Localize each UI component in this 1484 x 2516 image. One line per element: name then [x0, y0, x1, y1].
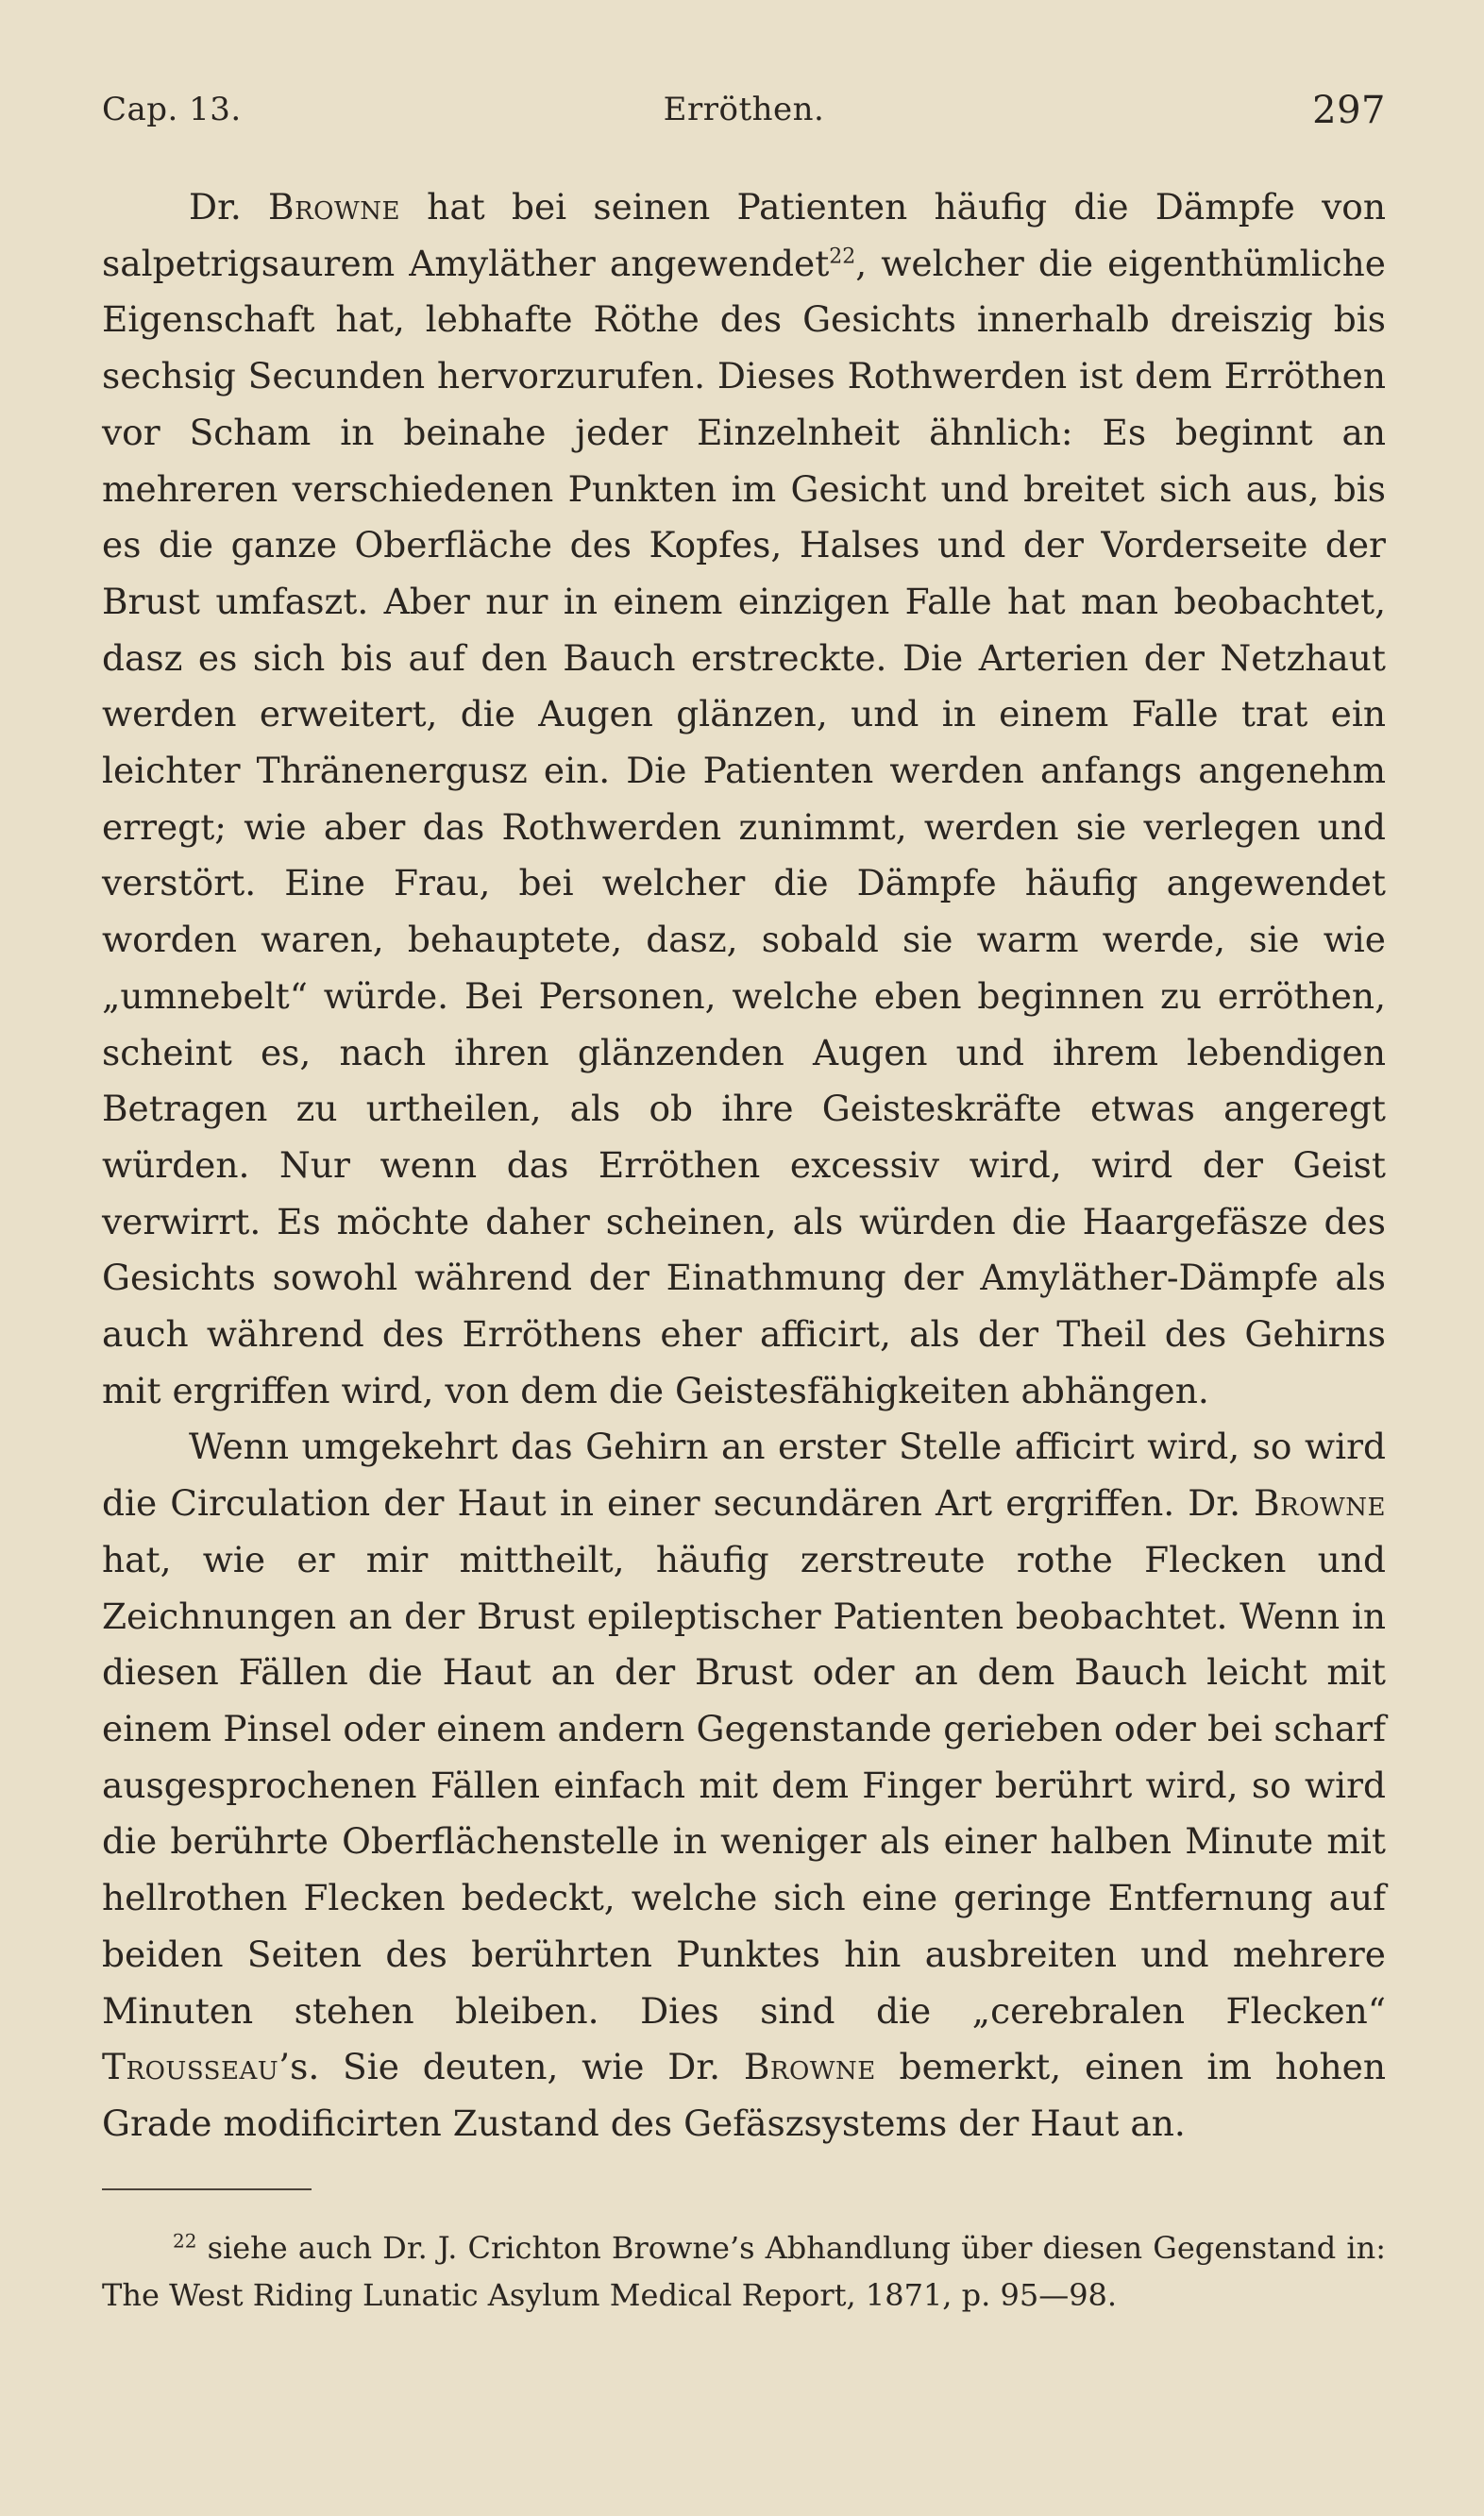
- page-number: 297: [1312, 89, 1386, 132]
- p2-text-1: Wenn umgekehrt das Gehirn an erster Stelle afficirt wird, so wird die Circulation der Haut in einer secundären Art ergriffen. Dr.: [102, 1426, 1386, 1525]
- chapter-label: Cap. 13.: [102, 91, 242, 128]
- footnote-text: siehe auch Dr. J. Crichton Browne’s Abhandlung über diesen Gegenstand in: The West Riding Lunatic Asylum Medical Report, 1871, p. 95—98.: [102, 2230, 1386, 2313]
- footnote-number: 22: [173, 2229, 197, 2253]
- running-header: [102, 91, 1386, 147]
- author-name-trousseau: Trousseau: [102, 2046, 279, 2088]
- footnote-divider: [102, 2188, 312, 2190]
- p1-text-3: , welcher die eigenthümliche Eigenschaft hat, lebhafte Röthe des Gesichts innerhalb dreiszig bis sechsig Secunden hervorzurufen. Dieses Rothwerden ist dem Erröthen vor Scham in beinahe jeder Einzelnheit ähnlich: Es beginnt an mehreren verschiedenen Punkten im Gesicht und breitet sich aus, bis es die ganze Oberfläche des Kopfes, Halses und der Vorderseite der Brust umfaszt. Aber nur in einem einzigen Falle hat man beobachtet, dasz es sich bis auf den Bauch erstreckte. Die Arterien der Netzhaut werden erweitert, die Augen glänzen, und in einem Falle trat ein leichter Thränenergusz ein. Die Patienten werden anfangs angenehm erregt; wie aber das Rothwerden zunimmt, werden sie verlegen und verstört. Eine Frau, bei welcher die Dämpfe häufig angewendet worden waren, behauptete, dasz, sobald sie warm werde, sie wie „umnebelt“ würde. Bei Personen, welche eben beginnen zu erröthen, scheint es, nach ihren glänzenden Augen und ihrem lebendigen Betragen zu urtheilen, als ob ihre Geisteskräfte etwas angeregt würden. Nur wenn das Erröthen excessiv wird, wird der Geist verwirrt. Es möchte daher scheinen, als würden die Haargefäsze des Gesichts sowohl während der Einathmung der Amyläther-Dämpfe als auch während des Erröthens eher afficirt, als der Theil des Gehirns mit ergriffen wird, von dem die Geistesfähigkeiten abhängen.: [102, 242, 1386, 1411]
- p1-text-1: Dr.: [189, 186, 269, 228]
- p2-text-4: bemerkt, einen im hohen Grade modificirten Zustand des Gefäszsystems der Haut an.: [102, 2046, 1386, 2144]
- p2-text-3: ’s. Sie deuten, wie Dr.: [278, 2046, 744, 2088]
- author-name-browne: Browne: [1254, 1482, 1386, 1525]
- running-title: Erröthen.: [663, 91, 825, 128]
- body-text: [102, 179, 1386, 2153]
- footnote: [102, 2224, 1386, 2319]
- author-name-browne: Browne: [268, 186, 400, 228]
- author-name-browne: Browne: [743, 2046, 876, 2088]
- p1-text-2: hat bei seinen Patienten häufig die Dämpfe von salpetrigsaurem Amyläther angewendet: [102, 186, 1387, 284]
- paragraph-2: [102, 1419, 1386, 2152]
- footnote-reference: 22: [829, 245, 856, 269]
- p2-text-2: hat, wie er mir mittheilt, häufig zerstreute rothe Flecken und Zeichnungen an der Brust epileptischer Patienten beobachtet. Wenn in diesen Fällen die Haut an der Brust oder an dem Bauch leicht mit einem Pinsel oder einem andern Gegenstande gerieben oder bei scharf ausgesprochenen Fällen einfach mit dem Finger berührt wird, so wird die berührte Oberflächenstelle in weniger als einer halben Minute mit hellrothen Flecken bedeckt, welche sich eine geringe Entfernung auf beiden Seiten des berührten Punktes hin ausbreiten und mehrere Minuten stehen bleiben. Dies sind die „cerebralen Flecken“: [102, 1538, 1386, 2032]
- paragraph-1: [102, 179, 1386, 1419]
